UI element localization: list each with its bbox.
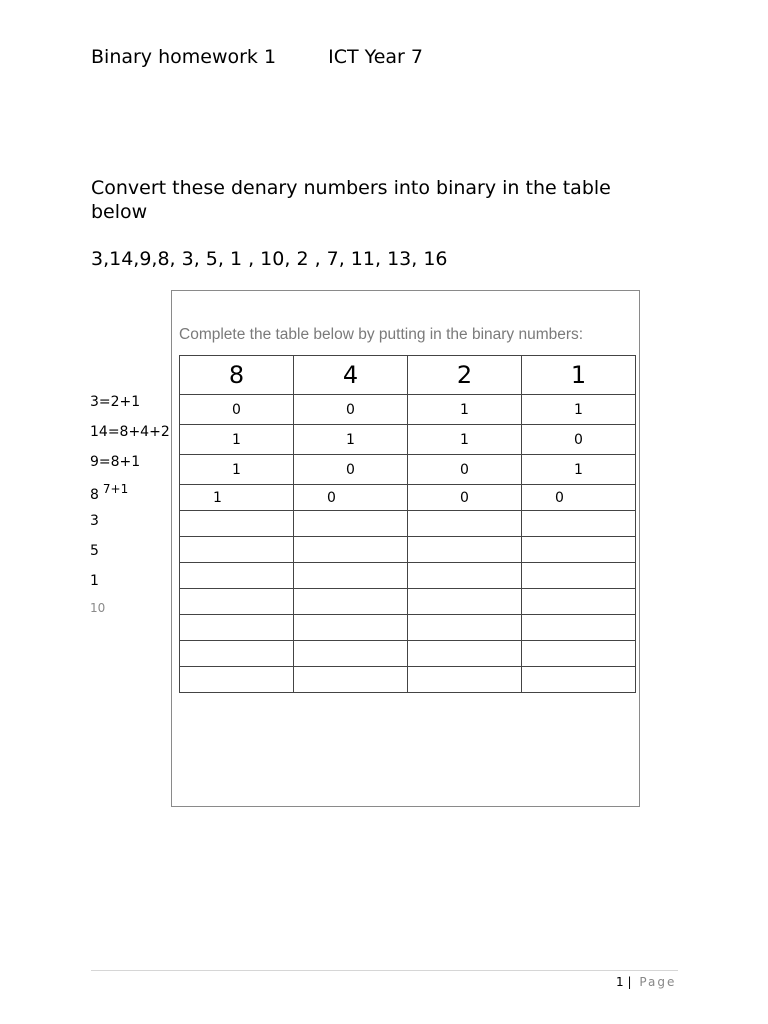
table-cell[interactable] xyxy=(180,537,294,563)
side-label: 1 xyxy=(90,573,99,589)
table-cell[interactable] xyxy=(294,511,408,537)
footer-separator: | xyxy=(627,975,632,989)
table-cell[interactable]: 0 xyxy=(294,395,408,425)
table-cell[interactable] xyxy=(408,615,522,641)
table-cell[interactable] xyxy=(294,563,408,589)
table-cell[interactable]: 1 xyxy=(180,455,294,485)
table-cell[interactable] xyxy=(522,589,636,615)
table-row xyxy=(180,589,636,615)
header-cell-2: 2 xyxy=(408,356,522,395)
table-cell[interactable]: 1 xyxy=(180,425,294,455)
side-label: 3=2+1 xyxy=(90,394,141,410)
table-row xyxy=(180,615,636,641)
document-title: Binary homework 1 xyxy=(91,46,277,68)
table-cell[interactable] xyxy=(294,589,408,615)
table-cell[interactable] xyxy=(180,563,294,589)
header-cell-8: 8 xyxy=(180,356,294,395)
table-cell[interactable] xyxy=(180,589,294,615)
side-label-with-note xyxy=(90,482,128,503)
table-cell[interactable]: 1 xyxy=(522,455,636,485)
side-label: 5 xyxy=(90,543,99,559)
table-row xyxy=(180,395,636,425)
worksheet-box-title: Complete the table below by putting in the binary numbers: xyxy=(179,326,584,343)
number-list: 3,14,9,8, 3, 5, 1 , 10, 2 , 7, 11, 13, 16 xyxy=(91,248,448,270)
table-cell[interactable]: 0 xyxy=(294,455,408,485)
binary-table xyxy=(179,355,636,693)
table-cell[interactable] xyxy=(408,537,522,563)
table-row xyxy=(180,511,636,537)
side-label: 10 xyxy=(90,601,106,615)
table-cell[interactable] xyxy=(408,511,522,537)
table-cell[interactable]: 1 xyxy=(408,425,522,455)
table-cell[interactable] xyxy=(408,589,522,615)
table-cell[interactable]: 0 xyxy=(522,485,636,511)
side-label: 14=8+4+2 xyxy=(90,424,170,440)
table-cell[interactable] xyxy=(522,615,636,641)
document-subtitle: ICT Year 7 xyxy=(328,46,423,68)
table-cell[interactable] xyxy=(522,667,636,693)
header-cell-4: 4 xyxy=(294,356,408,395)
side-label: 8 xyxy=(90,487,99,503)
side-label: 9=8+1 xyxy=(90,454,141,470)
page-number: 1 xyxy=(616,975,624,989)
table-cell[interactable]: 1 xyxy=(522,395,636,425)
side-note: 7+1 xyxy=(102,482,129,496)
page-footer xyxy=(616,975,676,989)
table-cell[interactable] xyxy=(294,641,408,667)
table-row xyxy=(180,563,636,589)
side-label: 3 xyxy=(90,513,99,529)
table-cell[interactable] xyxy=(294,615,408,641)
table-cell[interactable] xyxy=(408,667,522,693)
table-cell[interactable]: 1 xyxy=(180,485,294,511)
table-row xyxy=(180,425,636,455)
table-cell[interactable]: 0 xyxy=(522,425,636,455)
footer-divider xyxy=(91,970,678,971)
table-cell[interactable]: 0 xyxy=(408,485,522,511)
table-cell[interactable] xyxy=(408,641,522,667)
page-label: Page xyxy=(639,975,677,989)
table-row xyxy=(180,485,636,511)
table-cell[interactable]: 1 xyxy=(294,425,408,455)
table-cell[interactable] xyxy=(180,511,294,537)
table-cell[interactable] xyxy=(180,667,294,693)
table-row xyxy=(180,667,636,693)
header-cell-1: 1 xyxy=(522,356,636,395)
table-row xyxy=(180,641,636,667)
table-cell[interactable]: 0 xyxy=(180,395,294,425)
document-header xyxy=(91,46,423,68)
table-header-row xyxy=(180,356,636,395)
table-cell[interactable]: 0 xyxy=(294,485,408,511)
table-cell[interactable]: 0 xyxy=(408,455,522,485)
table-cell[interactable] xyxy=(294,667,408,693)
table-cell[interactable] xyxy=(522,563,636,589)
table-cell[interactable] xyxy=(180,641,294,667)
table-cell[interactable] xyxy=(180,615,294,641)
instructions: Convert these denary numbers into binary in the table below xyxy=(91,177,611,223)
table-row xyxy=(180,455,636,485)
table-cell[interactable] xyxy=(408,563,522,589)
table-row xyxy=(180,537,636,563)
table-cell[interactable] xyxy=(522,511,636,537)
table-cell[interactable]: 1 xyxy=(408,395,522,425)
table-cell[interactable] xyxy=(522,537,636,563)
table-cell[interactable] xyxy=(522,641,636,667)
table-cell[interactable] xyxy=(294,537,408,563)
